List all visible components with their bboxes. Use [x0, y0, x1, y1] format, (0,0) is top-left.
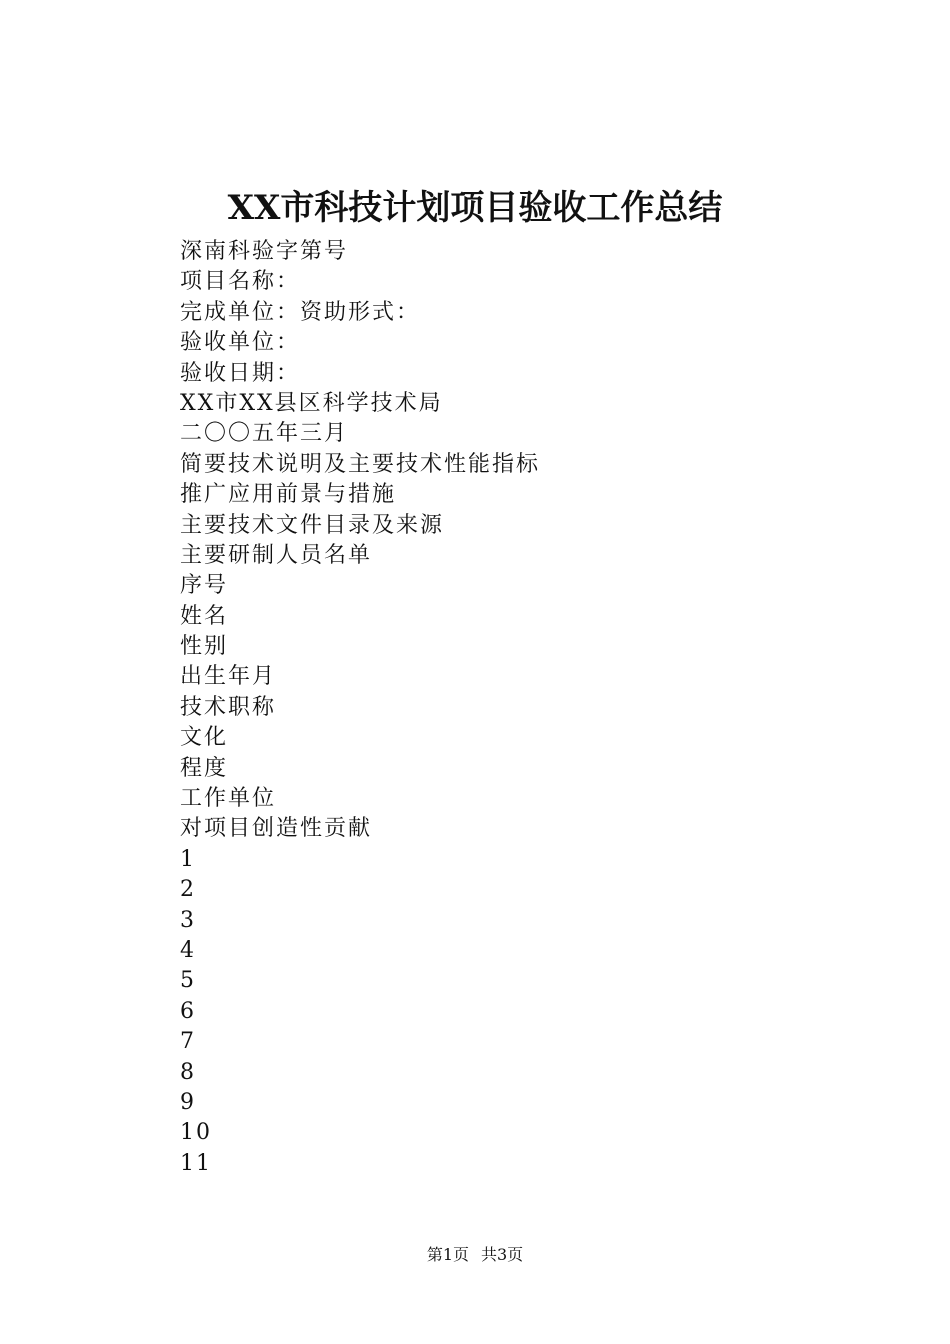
text-line: 10: [180, 1120, 212, 1146]
text-line: 程度: [180, 755, 229, 781]
text-line: 5: [180, 968, 196, 994]
text-line: 推广应用前景与措施: [180, 482, 397, 508]
text-line: 项目名称：: [180, 269, 301, 295]
text-line: 二〇〇五年三月: [180, 421, 349, 447]
page-footer: [0, 1243, 950, 1267]
text-line: 对项目创造性贡献: [180, 816, 373, 842]
text-line: 3: [180, 907, 196, 933]
document-body: [180, 237, 880, 1179]
text-line: 文化: [180, 725, 229, 751]
page-total: 共3页: [481, 1245, 524, 1264]
text-line: 7: [180, 1029, 196, 1055]
text-line: 8: [180, 1059, 196, 1085]
text-line: 主要技术文件目录及来源: [180, 512, 445, 538]
text-line: 验收单位：: [180, 330, 301, 356]
text-line: 9: [180, 1089, 196, 1115]
text-line: 简要技术说明及主要技术性能指标: [180, 451, 541, 477]
text-line: 完成单位：资助形式：: [180, 299, 421, 325]
text-line: 6: [180, 998, 196, 1024]
text-line: 姓名: [180, 603, 229, 629]
page-number: 第1页: [426, 1245, 469, 1264]
text-line: 1: [180, 846, 196, 872]
text-line: 深南科验字第号: [180, 239, 349, 264]
text-line: 技术职称: [180, 694, 277, 720]
text-line: XX市XX县区科学技术局: [180, 390, 443, 416]
text-line: 11: [180, 1150, 212, 1176]
text-line: 工作单位: [180, 786, 277, 812]
text-line: 验收日期：: [180, 360, 301, 386]
text-line: 性别: [180, 634, 229, 660]
text-line: 主要研制人员名单: [180, 542, 373, 568]
text-line: 2: [180, 877, 196, 903]
document-title: XX市科技计划项目验收工作总结: [227, 188, 723, 228]
text-line: 出生年月: [180, 664, 277, 690]
text-line: 4: [180, 937, 196, 963]
text-line: 序号: [180, 573, 229, 599]
